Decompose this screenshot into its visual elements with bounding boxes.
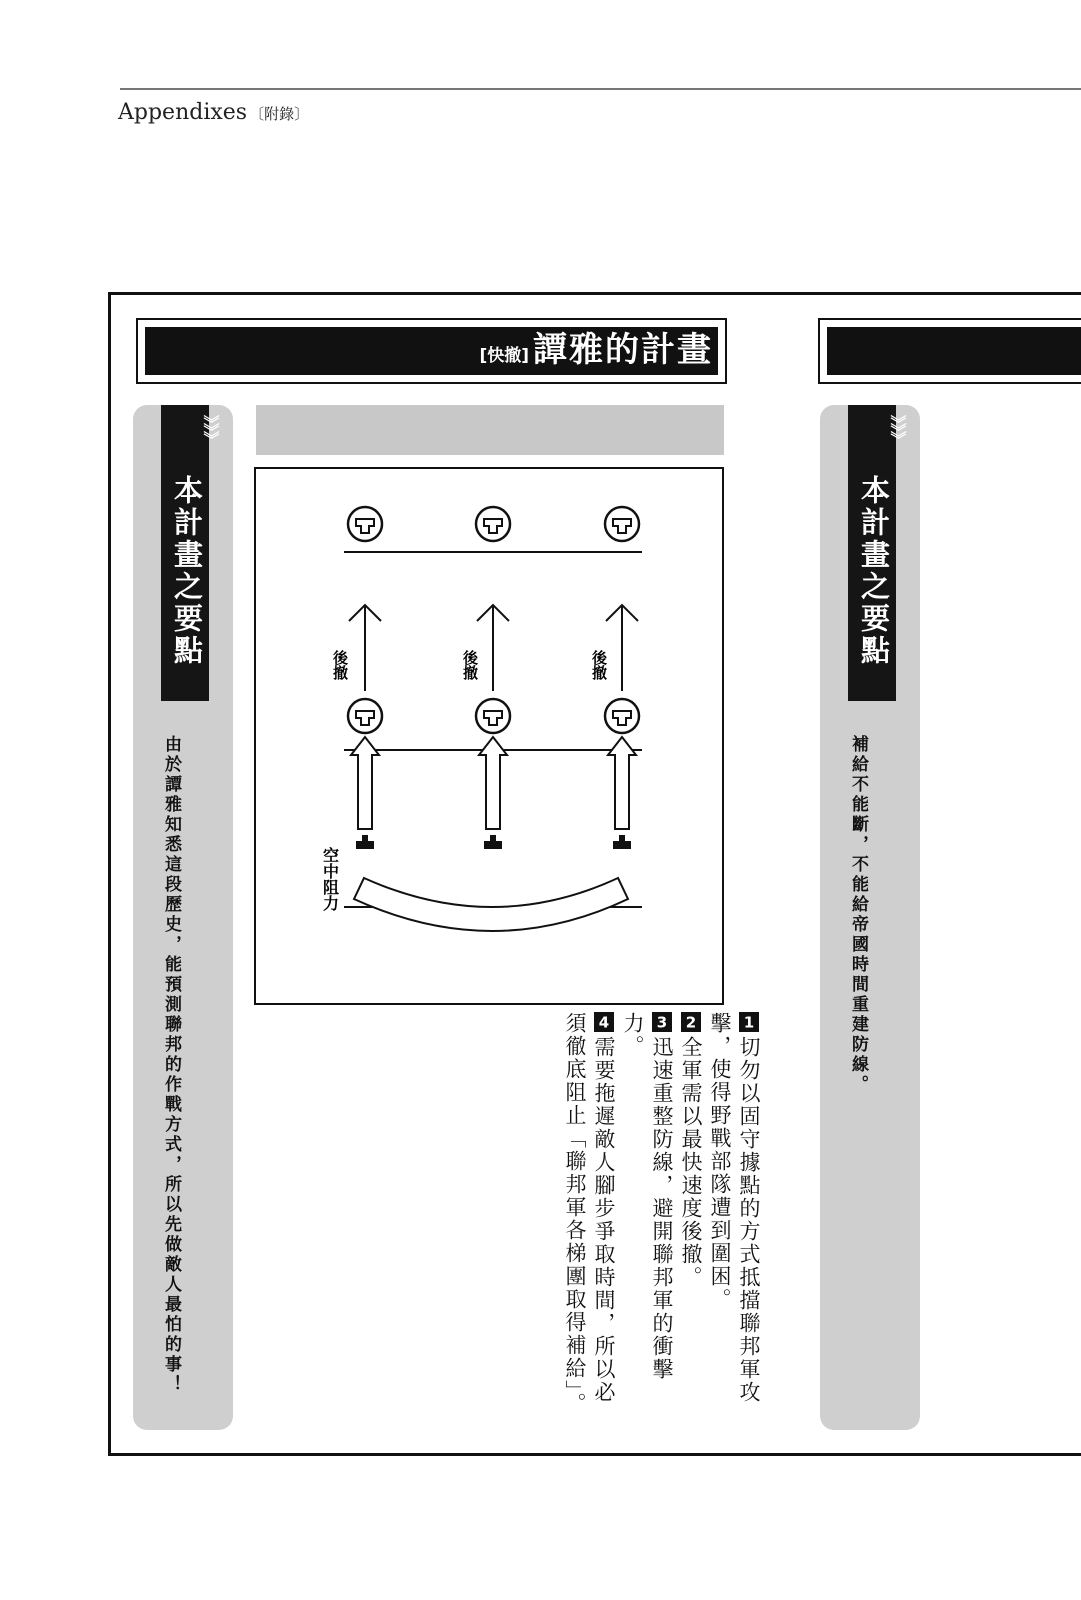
diagram-svg: [256, 469, 722, 1003]
enemy-attack-arrow-1: [351, 737, 379, 829]
retreat-arrow-3: [606, 605, 638, 691]
running-subtitle: 〔附錄〕: [249, 105, 310, 123]
banner-tag: [快撤]: [479, 346, 529, 366]
plan-notes: [560, 1012, 763, 1422]
note-text: 迅速重整防線，避開聯邦軍的衝擊力。: [621, 1012, 674, 1381]
enemy-attack-arrow-2: [479, 737, 507, 829]
running-header: [118, 100, 309, 125]
diagram-header-bar: [256, 405, 724, 455]
note-item: [618, 1012, 676, 1422]
running-title: Appendixes: [118, 100, 248, 125]
retreat-arrow-1: [349, 605, 381, 691]
unit-symbol-front-1: [348, 699, 382, 733]
retreat-label-1: 後撤: [331, 650, 349, 680]
sidebar-title: 本計畫之要點: [170, 475, 204, 667]
note-text: 需要拖遲敵人腳步爭取時間，所以必須徹底阻止「聯邦軍各梯團取得補給」。: [563, 1012, 616, 1416]
air-resistance-arc: [354, 878, 628, 931]
unit-symbol-front-3: [605, 699, 639, 733]
unit-symbol-top-1: [348, 507, 382, 541]
enemy-attack-arrow-3: [608, 737, 636, 829]
air-resistance-label: 空中阻力: [320, 847, 340, 911]
chevron-icon: 》》》: [888, 415, 907, 447]
note-item: [676, 1012, 705, 1422]
sidebar-tab: [848, 405, 907, 701]
header-rule: [120, 88, 1081, 90]
sidebar-tab: [161, 405, 220, 701]
unit-symbol-top-2: [476, 507, 510, 541]
note-item: [705, 1012, 763, 1422]
left-banner: [136, 318, 727, 384]
banner-heading: 譚雅的計畫: [533, 330, 713, 370]
left-sidebar: [133, 405, 233, 1430]
enemy-unit-marker-1: [356, 835, 374, 849]
note-text: 全軍需以最快速度後撤。: [679, 1036, 703, 1289]
right-banner: [818, 318, 1081, 384]
retreat-arrow-2: [477, 605, 509, 691]
note-item: [560, 1012, 618, 1422]
note-number: 4: [594, 1012, 614, 1032]
retreat-label-2: 後撤: [461, 650, 479, 680]
sidebar-text: 補給不能斷，不能給帝國時間重建防線。: [848, 735, 868, 1095]
retreat-diagram: [254, 467, 724, 1005]
unit-symbol-top-3: [605, 507, 639, 541]
note-text: 切勿以固守據點的方式抵擋聯邦軍攻擊，使得野戰部隊遭到圍困。: [708, 1012, 761, 1404]
enemy-unit-marker-2: [484, 835, 502, 849]
unit-symbol-front-2: [476, 699, 510, 733]
note-number: 2: [681, 1012, 701, 1032]
sidebar-title: 本計畫之要點: [857, 475, 891, 667]
chevron-icon: 》》》: [201, 415, 220, 447]
right-sidebar: [820, 405, 920, 1430]
note-number: 3: [652, 1012, 672, 1032]
retreat-label-3: 後撤: [590, 650, 608, 680]
sidebar-text: 由於譚雅知悉這段歷史，能預測聯邦的作戰方式，所以先做敵人最怕的事！: [161, 735, 181, 1395]
enemy-unit-marker-3: [613, 835, 631, 849]
banner-title: [479, 322, 713, 371]
note-number: 1: [739, 1012, 759, 1032]
